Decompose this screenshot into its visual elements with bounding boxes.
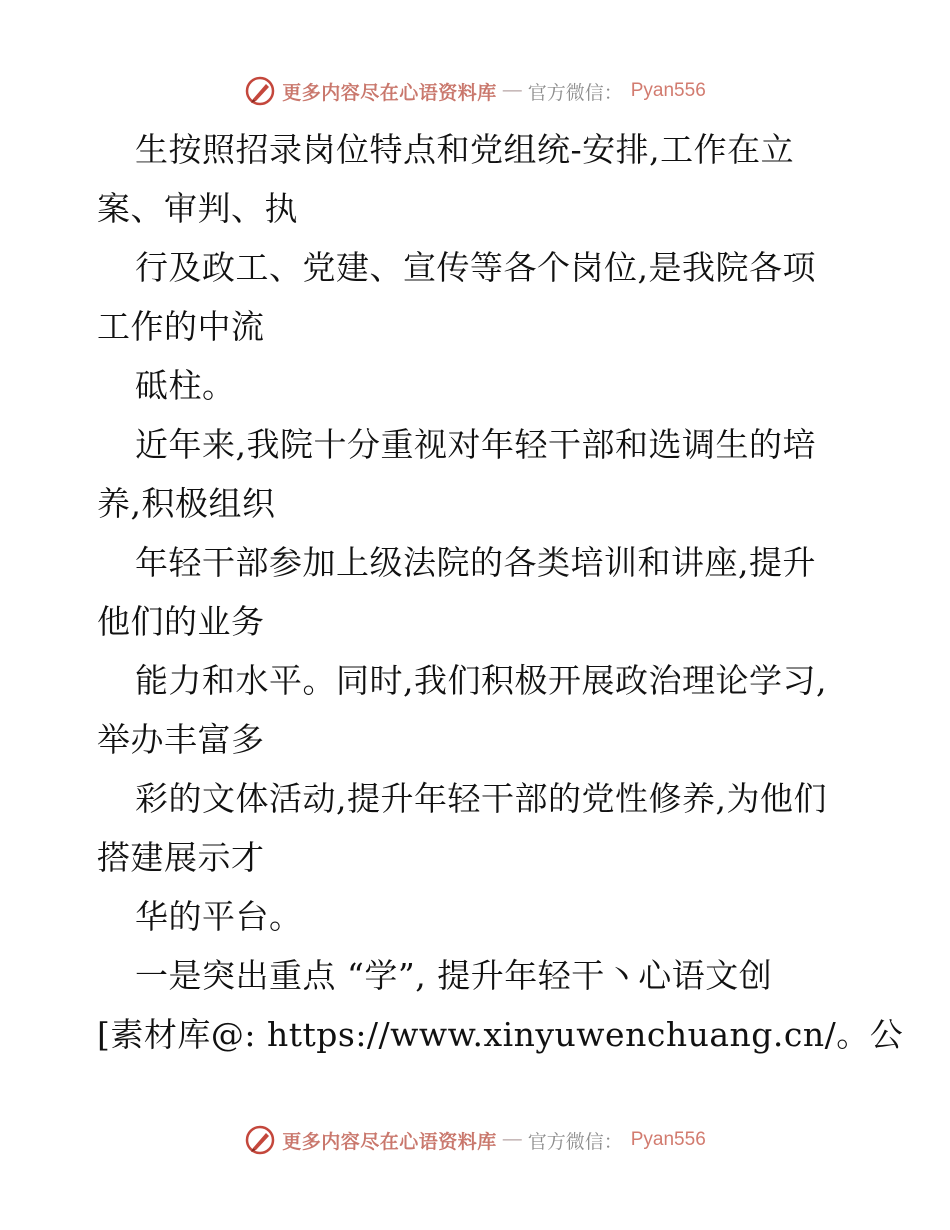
text-line: 工作的中流 [97,307,265,346]
text-line: 养,积极组织 [97,484,276,523]
text-line: 年轻干部参加上级法院的各类培训和讲座,提升 [135,543,816,582]
text-line: 一是突出重点 “学”, 提升年轻干丶心语文创 [135,956,773,995]
text-line: 他们的业务 [97,602,265,641]
text-line: 生按照招录岗位特点和党组统-安排,工作在立 [135,130,795,169]
header-watermark-banner [0,71,950,111]
footer-watermark-banner [0,1120,950,1160]
pen-logo-icon [244,1124,276,1156]
text-line: [素材库@: https://www.xinyuwenchuang.cn/。公 [97,1015,904,1054]
text-line: 华的平台。 [135,897,303,936]
text-line: 案、审判、执 [97,189,298,228]
text-line: 彩的文体活动,提升年轻干部的党性修养,为他们 [135,779,827,818]
footer-banner-wechat-id: Pyan556 [630,1129,706,1150]
text-line: 举办丰富多 [97,720,265,759]
header-banner-wechat-id: Pyan556 [630,80,706,101]
footer-banner-dash: — [502,1129,522,1150]
text-line: 能力和水平。同时,我们积极开展政治理论学习, [135,661,827,700]
footer-banner-title: 更多内容尽在心语资料库 [282,1130,497,1153]
header-banner-title: 更多内容尽在心语资料库 [282,81,497,104]
footer-banner-subtitle: 官方微信： [527,1130,623,1153]
header-banner-dash: — [502,80,522,101]
text-line: 近年来,我院十分重视对年轻干部和选调生的培 [135,425,816,464]
pen-logo-icon [244,75,276,107]
text-line: 搭建展示才 [97,838,265,877]
document-body [97,120,904,1064]
header-banner-subtitle: 官方微信： [527,81,623,104]
text-line: 行及政工、党建、宣传等各个岗位,是我院各项 [135,248,816,287]
text-line: 砥柱。 [135,366,236,405]
